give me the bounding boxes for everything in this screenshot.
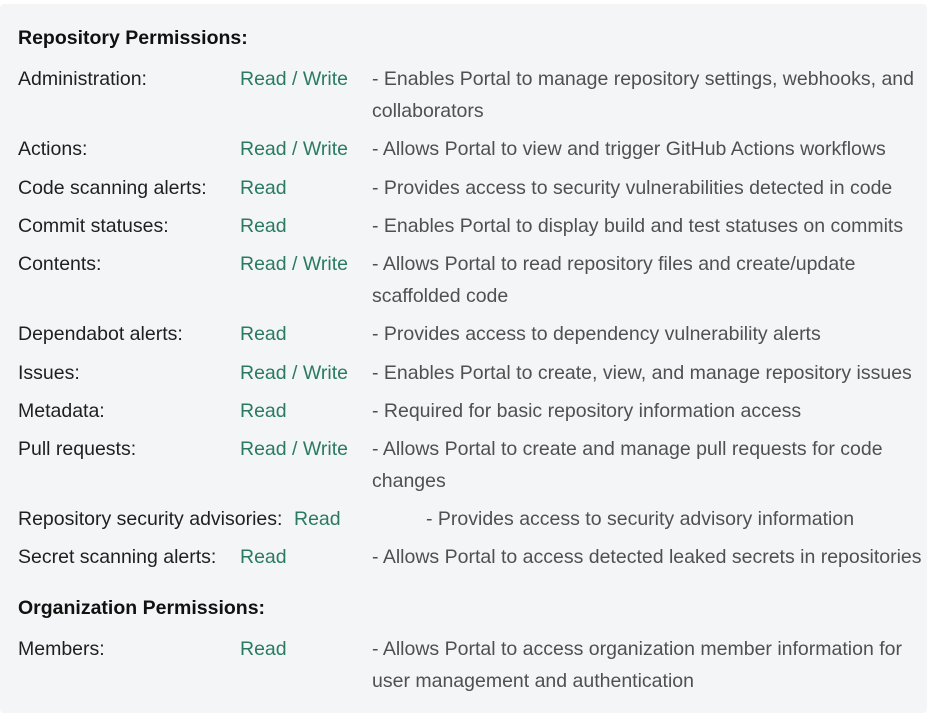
permission-description: - Required for basic repository information access xyxy=(372,400,802,422)
permission-access: Read xyxy=(240,177,287,199)
permission-access: Read xyxy=(240,215,287,237)
permission-access: Read / Write xyxy=(240,362,349,384)
permission-description: - Allows Portal to access detected leaked secrets in repositories xyxy=(372,546,922,568)
permission-name: Contents: xyxy=(18,253,102,275)
permission-name: Actions: xyxy=(18,138,88,160)
permission-name: Repository security advisories: xyxy=(18,508,283,530)
permission-name: Commit statuses: xyxy=(18,215,169,237)
permission-name: Pull requests: xyxy=(18,438,137,460)
permission-description: - Enables Portal to create, view, and manage repository issues xyxy=(372,362,912,384)
permission-name: Administration: xyxy=(18,68,147,90)
permission-access: Read xyxy=(240,546,287,568)
permission-name: Metadata: xyxy=(18,400,105,422)
permission-name: Dependabot alerts: xyxy=(18,323,183,345)
permission-access: Read xyxy=(294,508,341,530)
permission-name: Members: xyxy=(18,638,105,660)
permission-description: - Enables Portal to manage repository settings, webhooks, and collaborators xyxy=(372,68,914,122)
permission-description: - Provides access to security vulnerabilities detected in code xyxy=(372,177,893,199)
permission-access: Read / Write xyxy=(240,438,349,460)
permission-description: - Allows Portal to access organization member information for user management and authentication xyxy=(372,638,902,692)
permission-name: Secret scanning alerts: xyxy=(18,546,217,568)
permission-access: Read xyxy=(240,323,287,345)
permission-description: - Enables Portal to display build and test statuses on commits xyxy=(372,215,904,237)
repository-permissions-heading: Repository Permissions: xyxy=(18,27,248,49)
permission-name: Issues: xyxy=(18,362,80,384)
permission-name: Code scanning alerts: xyxy=(18,177,207,199)
permission-access: Read / Write xyxy=(240,138,349,160)
permission-description: - Allows Portal to create and manage pull requests for code changes xyxy=(372,438,883,492)
permission-description: - Provides access to dependency vulnerability alerts xyxy=(372,323,821,345)
permission-access: Read xyxy=(240,400,287,422)
organization-permissions-heading: Organization Permissions: xyxy=(18,597,266,619)
permission-description: - Provides access to security advisory information xyxy=(426,508,855,530)
permission-description: - Allows Portal to read repository files and create/update scaffolded code xyxy=(372,253,856,307)
permission-access: Read xyxy=(240,638,287,660)
permission-access: Read / Write xyxy=(240,253,349,275)
permission-description: - Allows Portal to view and trigger GitHub Actions workflows xyxy=(372,138,886,160)
permission-access: Read / Write xyxy=(240,68,349,90)
